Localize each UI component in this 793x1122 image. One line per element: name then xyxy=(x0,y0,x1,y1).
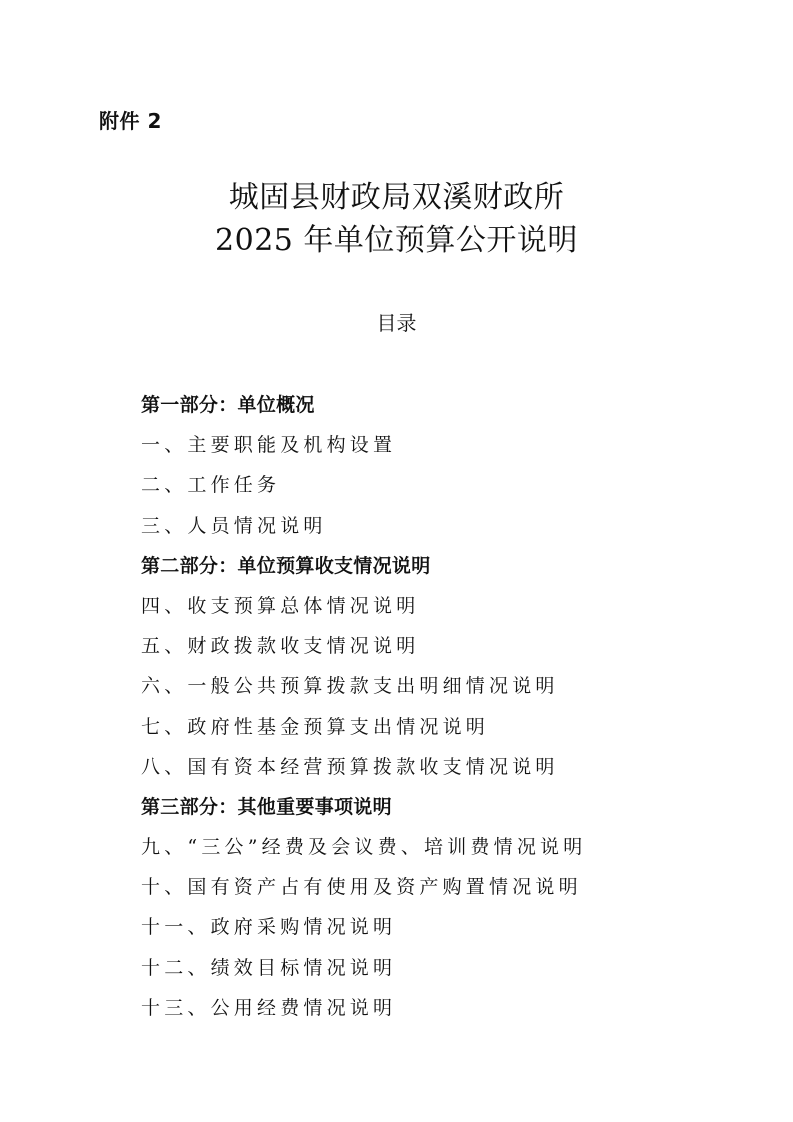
table-of-contents xyxy=(141,385,586,1028)
toc-entry: 十二、绩效目标情况说明 xyxy=(141,956,397,979)
toc-part-heading: 第二部分：单位预算收支情况说明 xyxy=(141,554,431,577)
document-title-line-2: 2025 年单位预算公开说明 xyxy=(215,223,578,258)
toc-entry: 十、国有资产占有使用及资产购置情况说明 xyxy=(141,876,582,899)
toc-entry: 十三、公用经费情况说明 xyxy=(141,996,397,1019)
toc-heading: 目录 xyxy=(376,311,417,335)
toc-part-heading: 第一部分：单位概况 xyxy=(141,394,315,416)
attachment-label: 附件 2 xyxy=(99,109,162,133)
toc-entry: 八、国有资本经营预算拨款收支情况说明 xyxy=(141,755,559,778)
toc-entry: 三、人员情况说明 xyxy=(141,514,327,537)
toc-entry: 十一、政府采购情况说明 xyxy=(141,916,397,939)
toc-entry: 五、财政拨款收支情况说明 xyxy=(141,635,420,658)
toc-entry: 九、“三公”经费及会议费、培训费情况说明 xyxy=(141,836,587,859)
toc-entry: 二、工作任务 xyxy=(141,474,281,497)
toc-part-heading: 第三部分：其他重要事项说明 xyxy=(141,795,392,818)
toc-entry: 六、一般公共预算拨款支出明细情况说明 xyxy=(141,675,559,698)
toc-entry: 四、收支预算总体情况说明 xyxy=(141,594,420,617)
toc-entry: 七、政府性基金预算支出情况说明 xyxy=(141,715,490,738)
document-title-line-1: 城固县财政局双溪财政所 xyxy=(228,180,565,215)
toc-entry: 一、主要职能及机构设置 xyxy=(141,434,397,457)
